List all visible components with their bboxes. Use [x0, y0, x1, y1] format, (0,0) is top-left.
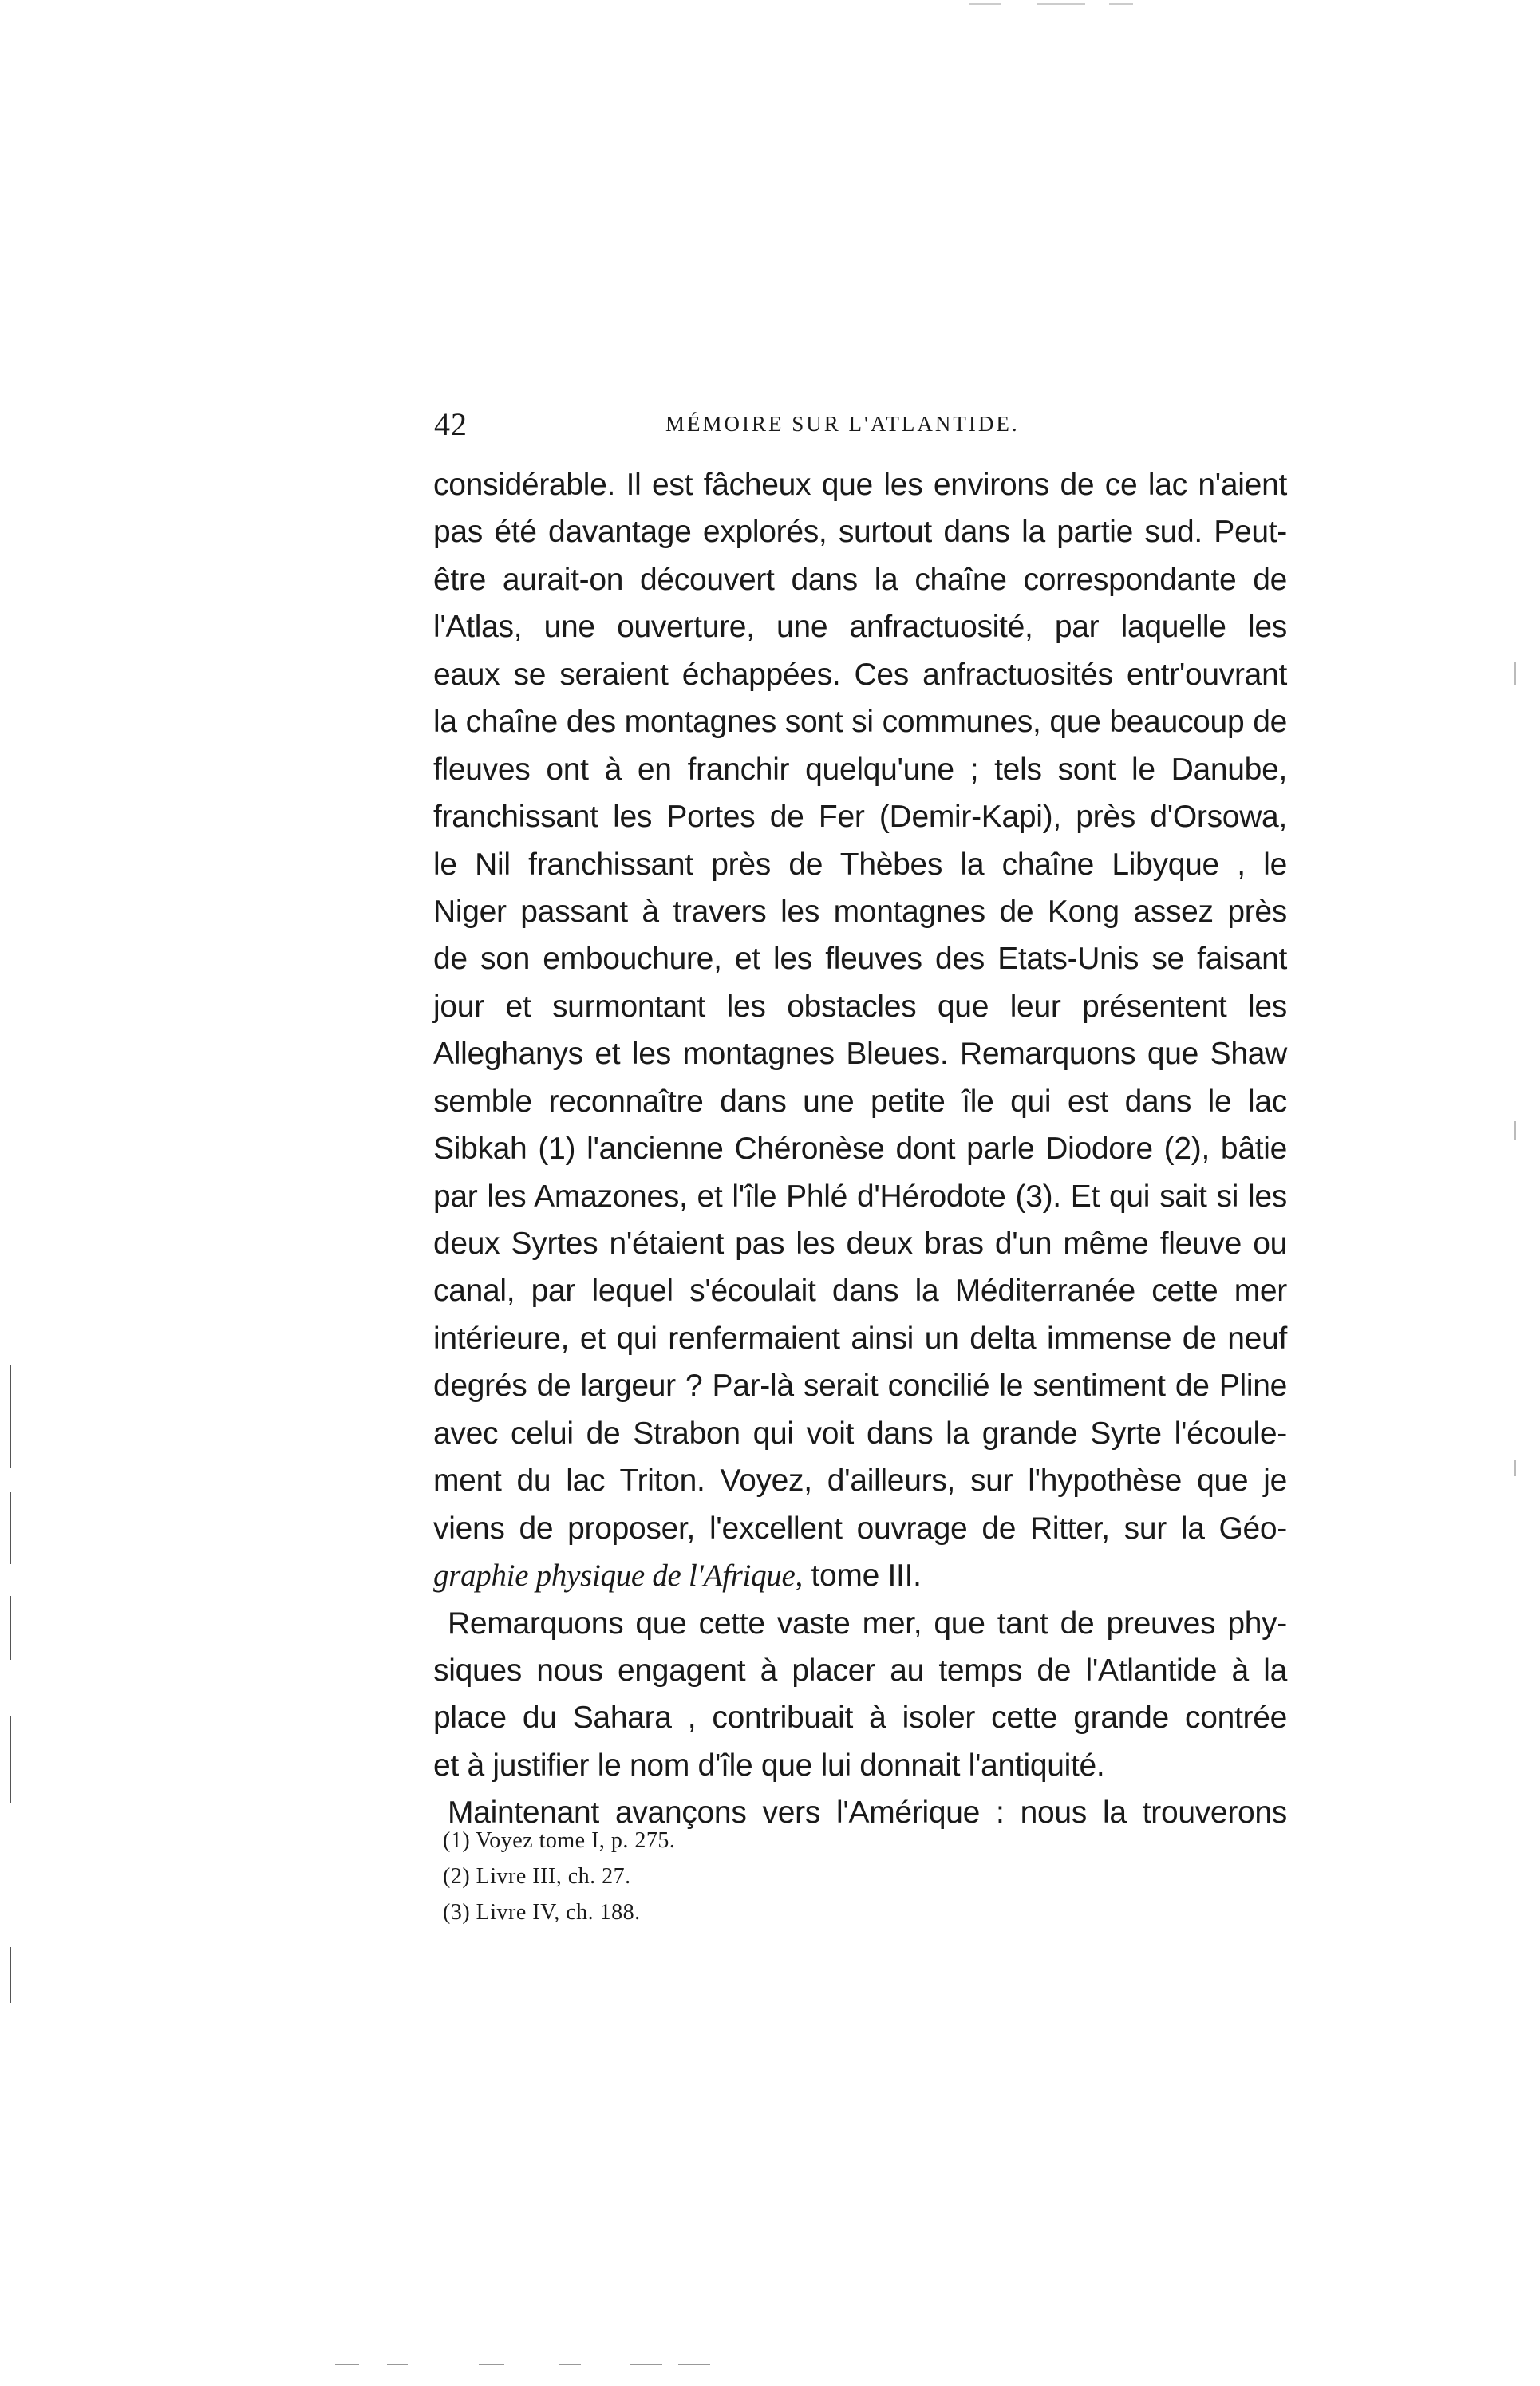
scan-mark — [479, 2364, 504, 2365]
footnotes — [443, 1823, 762, 1930]
text-line: ment du lac Triton. Voyez, d'ailleurs, sur l'hypothèse que je — [433, 1464, 1287, 1499]
scan-mark — [1514, 1121, 1516, 1140]
scan-mark — [10, 1492, 11, 1564]
scan-mark — [559, 2364, 581, 2365]
text-line: Niger passant à travers les montagnes de Kong assez près — [433, 894, 1287, 929]
footnote: (1) Voyez tome I, p. 275. — [443, 1828, 676, 1853]
body-text — [433, 461, 1287, 1837]
scan-mark — [10, 1947, 11, 2003]
footnote: (2) Livre III, ch. 27. — [443, 1864, 631, 1889]
book-title-italic: graphie physique de l'Afrique, — [433, 1558, 803, 1594]
footnote: (3) Livre IV, ch. 188. — [443, 1900, 641, 1925]
text-line: viens de proposer, l'excellent ouvrage de Ritter, sur la Géo- — [433, 1511, 1287, 1546]
text-line: être aurait-on découvert dans la chaîne correspondante de — [433, 562, 1287, 597]
text-line: canal, par lequel s'écoulait dans la Méditerranée cette mer — [433, 1274, 1287, 1309]
text-line: par les Amazones, et l'île Phlé d'Hérodote (3). Et qui sait si les — [433, 1179, 1287, 1214]
text-line — [433, 1552, 1287, 1599]
text-line: considérable. Il est fâcheux que les environs de ce lac n'aient — [433, 468, 1287, 502]
scan-mark — [1514, 1460, 1516, 1476]
scan-mark — [678, 2364, 710, 2365]
text-line: avec celui de Strabon qui voit dans la grande Syrte l'écoule- — [433, 1416, 1287, 1451]
text-line: semble reconnaître dans une petite île qui est dans le lac — [433, 1084, 1287, 1119]
page-number: 42 — [434, 406, 468, 442]
text-line: de son embouchure, et les fleuves des Etats-Unis se faisant — [433, 942, 1287, 977]
scan-mark — [630, 2364, 662, 2365]
scan-mark — [10, 1365, 11, 1468]
scan-mark — [10, 1596, 11, 1660]
running-title: MÉMOIRE SUR L'ATLANTIDE. — [665, 412, 1020, 436]
text-line: eaux se seraient échappées. Ces anfractuosités entr'ouvrant — [433, 657, 1287, 692]
scan-mark — [387, 2364, 408, 2365]
text-line: la chaîne des montagnes sont si communes, que beaucoup de — [433, 705, 1287, 740]
text-line: degrés de largeur ? Par-là serait concilié le sentiment de Pline — [433, 1369, 1287, 1404]
text-line: deux Syrtes n'étaient pas les deux bras d'un même fleuve ou — [433, 1227, 1287, 1261]
text-line: siques nous engagent à placer au temps de l'Atlantide à la — [433, 1653, 1287, 1688]
text-line: franchissant les Portes de Fer (Demir-Kapi), près d'Orsowa, — [433, 800, 1287, 835]
text-line: pas été davantage explorés, surtout dans la partie sud. Peut- — [433, 515, 1287, 550]
text-line: fleuves ont à en franchir quelqu'une ; tels sont le Danube, — [433, 752, 1287, 787]
text-line: intérieure, et qui renfermaient ainsi un delta immense de neuf — [433, 1321, 1287, 1356]
scan-mark — [1037, 3, 1085, 5]
text-line: et à justifier le nom d'île que lui donnait l'antiquité. — [433, 1748, 1105, 1783]
scan-mark — [335, 2364, 359, 2365]
text-fragment: tome III. — [802, 1558, 922, 1594]
text-line: Maintenant avançons vers l'Amérique : nous la trouverons — [448, 1795, 1287, 1831]
text-line: Remarquons que cette vaste mer, que tant de preuves phy- — [448, 1606, 1287, 1641]
scan-mark — [1109, 3, 1133, 5]
text-line: place du Sahara , contribuait à isoler cette grande contrée — [433, 1701, 1287, 1736]
scan-mark — [969, 3, 1001, 5]
text-line: jour et surmontant les obstacles que leur présentent les — [433, 989, 1287, 1024]
scan-mark — [10, 1716, 11, 1803]
text-line: Alleghanys et les montagnes Bleues. Remarquons que Shaw — [433, 1037, 1287, 1072]
text-line: le Nil franchissant près de Thèbes la chaîne Libyque , le — [433, 847, 1287, 882]
scan-mark — [1514, 662, 1516, 685]
running-head — [434, 405, 1285, 445]
text-line: l'Atlas, une ouverture, une anfractuosité, par laquelle les — [433, 610, 1287, 645]
text-line: Sibkah (1) l'ancienne Chéronèse dont parle Diodore (2), bâtie — [433, 1132, 1287, 1167]
